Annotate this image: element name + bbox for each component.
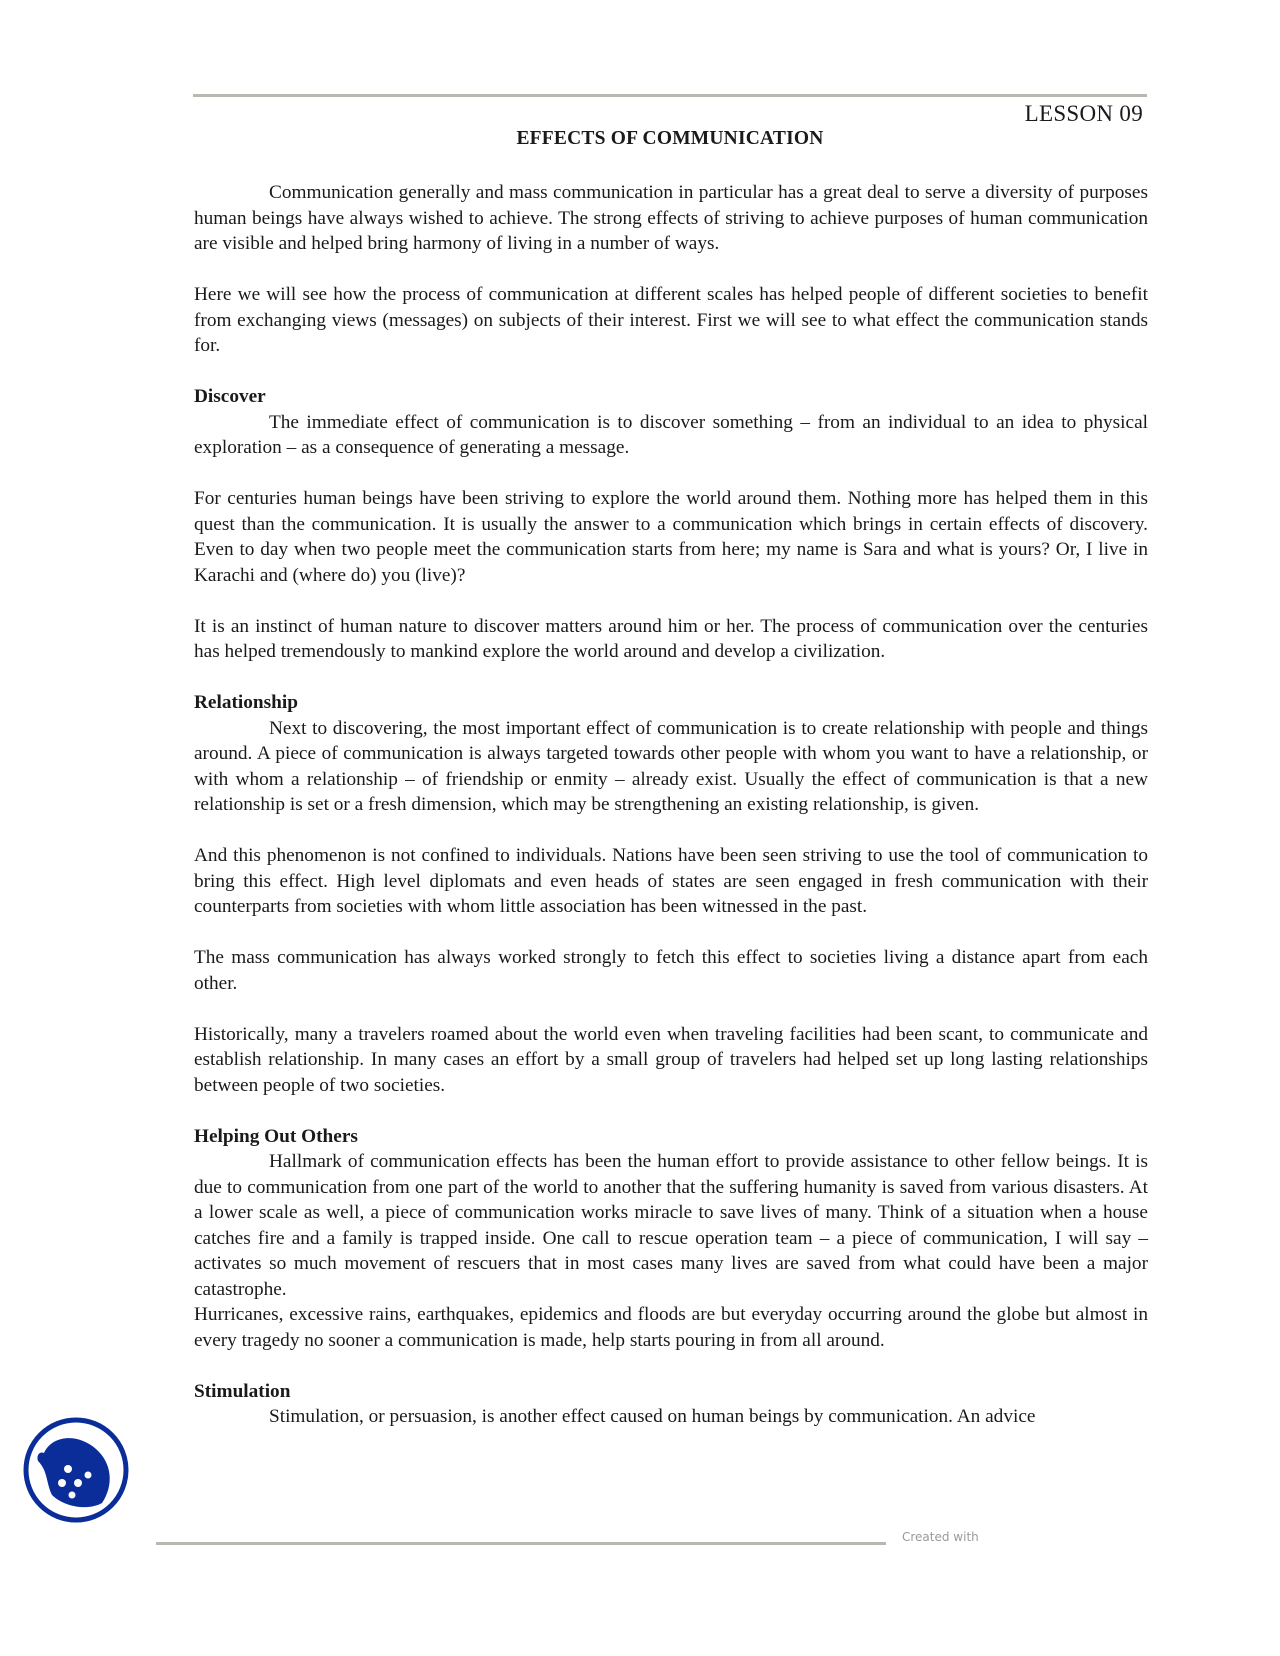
body-paragraph: Hurricanes, excessive rains, earthquakes, epidemics and floods are but everyday occurring around the globe but almost in every tragedy no sooner a communication is made, help starts pouring in from all around. [194,1304,1148,1351]
body-paragraph: It is an instinct of human nature to discover matters around him or her. The process of communication over the centuries has helped tremendously to mankind explore the world around and develop a civilization. [194,615,1148,662]
body-paragraph: Next to discovering, the most important effect of communication is to create relationship with people and things around. A piece of communication is always targeted towards other people with whom you want to have a relationship, or with whom a relationship – of friendship or enmity – already exist. Usually the effect of communication is that a new relationship is set or a fresh dimension, which may be strengthening an existing relationship, is given. [194,717,1148,815]
bottom-rule [156,1542,886,1545]
intro-paragraph: Communication generally and mass communication in particular has a great deal to serve a diversity of purposes human beings have always wished to achieve. The strong effects of striving to achieve purposes of human communication are visible and helped bring harmony of living in a number of ways. [194,182,1148,254]
section-heading-discover: Discover [194,386,266,407]
body-paragraph: And this phenomenon is not confined to individuals. Nations have been seen striving to use the tool of communication to bring this effect. High level diplomats and even heads of states are seen engaged in fresh communication with their counterparts from societies with whom little association has been witnessed in the past. [194,845,1148,917]
section-heading-relationship: Relationship [194,692,298,713]
body-paragraph: The immediate effect of communication is to discover something – from an individual to an idea to physical exploration – as a consequence of generating a message. [194,411,1148,458]
intro-paragraph: Here we will see how the process of communication at different scales has helped people of different societies to benefit from exchanging views (messages) on subjects of their interest. First we will see to what effect the communication stands for. [194,284,1148,356]
top-rule [193,94,1147,97]
body-paragraph: Hallmark of communication effects has been the human effort to provide assistance to other fellow beings. It is due to communication from one part of the world to another that the suffering humanity is saved from various disasters. At a lower scale as well, a piece of communication works miracle to save lives of many. Think of a situation when a house catches fire and a family is trapped inside. One call to rescue operation team – a piece of communication, I will say – activates so much movement of rescuers that in most cases many lives are saved from what could have been a major catastrophe. [194,1151,1148,1300]
university-logo-icon [22,1415,130,1525]
created-with-label: Created with [902,1530,979,1544]
body-paragraph: Historically, many a travelers roamed about the world even when traveling facilities had been scant, to communicate and establish relationship. In many cases an effort by a small group of travelers had helped set up long lasting relationships between people of two societies. [194,1023,1148,1096]
lesson-number: LESSON 09 [1024,101,1143,126]
section-heading-helping-out-others: Helping Out Others [194,1125,358,1147]
document-body [194,180,1148,1455]
section-heading-stimulation: Stimulation [194,1380,291,1402]
body-paragraph: For centuries human beings have been striving to explore the world around them. Nothing more has helped them in this quest than the communication. It is usually the answer to a communication which brings in certain effects of discovery. Even to day when two people meet the communication starts from here; my name is Sara and what is yours? Or, I live in Karachi and (where do) you (live)? [194,488,1148,586]
body-paragraph: Stimulation, or persuasion, is another effect caused on human beings by communication. An advice [269,1406,1036,1427]
body-paragraph: The mass communication has always worked strongly to fetch this effect to societies living a distance apart from each other. [194,947,1148,994]
page-title: EFFECTS OF COMMUNICATION [516,128,824,149]
